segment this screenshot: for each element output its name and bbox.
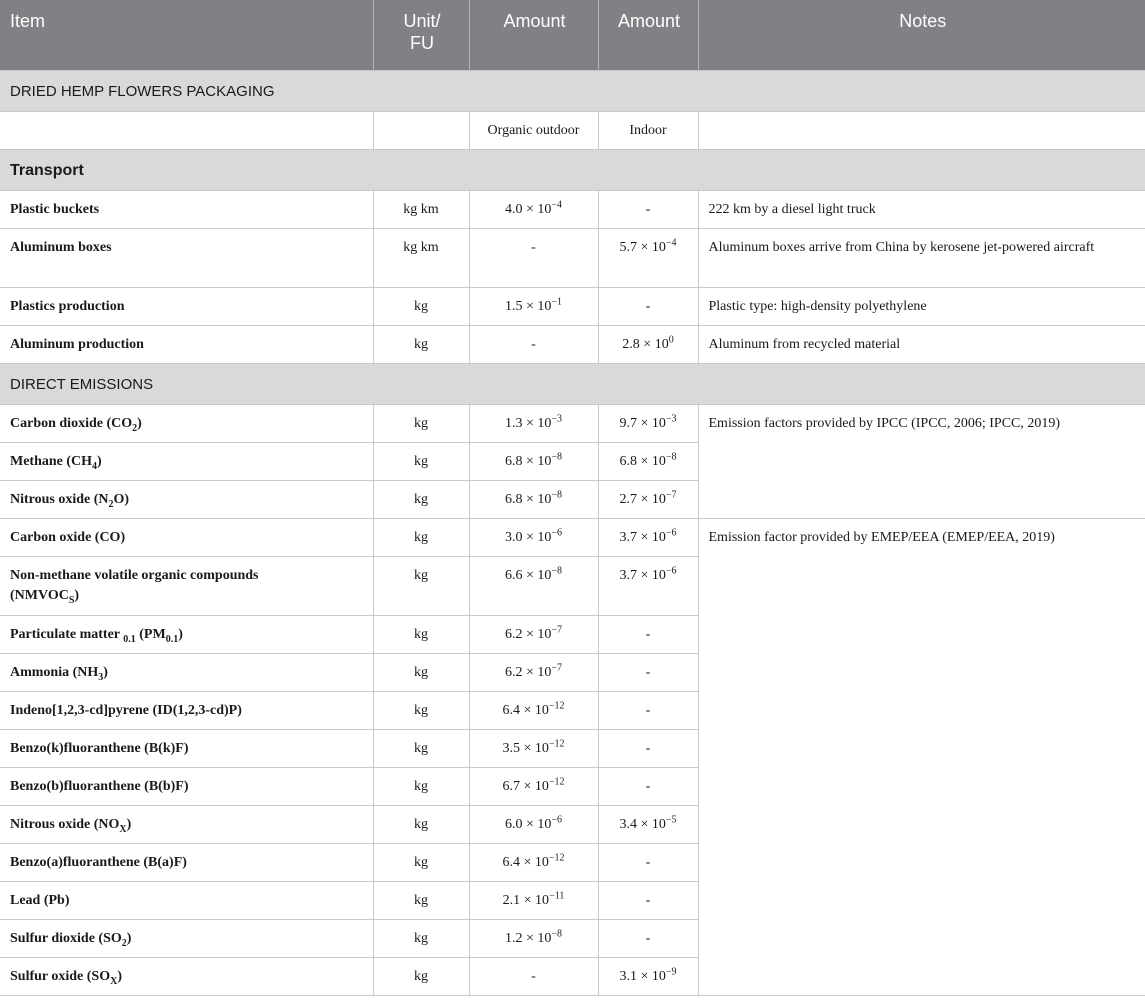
unit-cell: kg km — [373, 190, 469, 228]
header-item: Item — [0, 0, 373, 70]
table-row — [0, 287, 1145, 325]
section-row-transport — [0, 149, 1145, 190]
header-unit-line1: Unit/ — [403, 11, 441, 31]
header-notes: Notes — [698, 0, 1145, 70]
item-cell: Lead (Pb) — [0, 881, 373, 919]
header-unit-line2: FU — [410, 33, 434, 53]
amount-organic-cell: $6.4 \times 10^{-12}$ — [469, 843, 598, 881]
amount-organic-cell: $6.2 \times 10^{-7}$ — [469, 653, 598, 691]
amount-indoor-cell: - — [598, 843, 698, 881]
amount-indoor-cell: - — [598, 767, 698, 805]
subheader-indoor: Indoor — [598, 111, 698, 149]
unit-cell: kg — [373, 653, 469, 691]
amount-indoor-cell: $3.4 \times 10^{-5}$ — [598, 805, 698, 843]
item-cell: Aluminum boxes — [0, 228, 373, 287]
table-header-row — [0, 0, 1145, 70]
table-row — [0, 404, 1145, 442]
unit-cell: kg — [373, 615, 469, 653]
item-cell: Nitrous oxide $(NO_X)$ — [0, 805, 373, 843]
amount-organic-cell: $6.0 \times 10^{-6}$ — [469, 805, 598, 843]
note-cell-ipcc: Emission factors provided by IPCC (IPCC, 2006; IPCC, 2019) — [698, 404, 1145, 518]
item-cell: Benzo(a)fluoranthene (B(a)F) — [0, 843, 373, 881]
item-cell: Plastics production — [0, 287, 373, 325]
subheader-organic: Organic outdoor — [469, 111, 598, 149]
item-cell: Ammonia $(NH_3)$ — [0, 653, 373, 691]
amount-organic-cell: $2.1 \times 10^{-11}$ — [469, 881, 598, 919]
amount-organic-cell: $1.3 \times 10^{-3}$ — [469, 404, 598, 442]
subheader-empty-2 — [373, 111, 469, 149]
header-amount-2: Amount — [598, 0, 698, 70]
amount-organic-cell: $1.2 \times 10^{-8}$ — [469, 919, 598, 957]
section-row-direct-emissions — [0, 363, 1145, 404]
section-row-packaging — [0, 70, 1145, 111]
item-cell: Nitrous oxide $(N_2O)$ — [0, 480, 373, 518]
unit-cell: kg — [373, 805, 469, 843]
unit-cell: kg — [373, 919, 469, 957]
amount-organic-cell: $3.5 \times 10^{-12}$ — [469, 729, 598, 767]
note-cell: Aluminum boxes arrive from China by kerosene jet-powered aircraft — [698, 228, 1145, 287]
item-cell: Methane $(CH_4)$ — [0, 442, 373, 480]
amount-organic-cell: $6.8 \times 10^{-8}$ — [469, 480, 598, 518]
amount-indoor-cell: $3.7 \times 10^{-6}$ — [598, 556, 698, 615]
amount-indoor-cell: $2.7 \times 10^{-7}$ — [598, 480, 698, 518]
item-cell: Aluminum production — [0, 325, 373, 363]
section-title-direct-emissions: DIRECT EMISSIONS — [0, 363, 1145, 404]
item-cell: Plastic buckets — [0, 190, 373, 228]
section-title-transport: Transport — [0, 149, 1145, 190]
amount-organic-cell: $3.0 \times 10^{-6}$ — [469, 518, 598, 556]
unit-cell: kg — [373, 957, 469, 995]
unit-cell: kg — [373, 287, 469, 325]
amount-indoor-cell: - — [598, 729, 698, 767]
amount-organic-cell: - — [469, 228, 598, 287]
unit-cell: kg — [373, 442, 469, 480]
amount-organic-cell: - — [469, 325, 598, 363]
note-cell: Aluminum from recycled material — [698, 325, 1145, 363]
item-cell: Indeno[1,2,3-cd]pyrene (ID(1,2,3-cd)P) — [0, 691, 373, 729]
item-cell: Non-methane volatile organic compounds $(NMVOC_S)$ — [0, 556, 373, 615]
unit-cell: kg — [373, 404, 469, 442]
table-row — [0, 228, 1145, 287]
amount-indoor-cell: - — [598, 881, 698, 919]
amount-organic-cell: $6.6 \times 10^{-8}$ — [469, 556, 598, 615]
amount-organic-cell: $6.2 \times 10^{-7}$ — [469, 615, 598, 653]
unit-cell: kg — [373, 518, 469, 556]
note-cell-emep: Emission factor provided by EMEP/EEA (EMEP/EEA, 2019) — [698, 518, 1145, 995]
amount-indoor-cell: $6.8 \times 10^{-8}$ — [598, 442, 698, 480]
item-cell: Particulate matter $_{0.1}$ $(PM_{0.1})$ — [0, 615, 373, 653]
item-cell: Sulfur dioxide $(SO_2)$ — [0, 919, 373, 957]
header-unit — [373, 0, 469, 70]
item-cell: Sulfur oxide $(SO_X)$ — [0, 957, 373, 995]
amount-indoor-cell: - — [598, 919, 698, 957]
amount-indoor-cell: $5.7 \times 10^{-4}$ — [598, 228, 698, 287]
table-row — [0, 518, 1145, 556]
amount-indoor-cell: - — [598, 691, 698, 729]
item-cell: Benzo(k)fluoranthene (B(k)F) — [0, 729, 373, 767]
amount-organic-cell: - — [469, 957, 598, 995]
amount-organic-cell: $4.0 \times 10^{-4}$ — [469, 190, 598, 228]
note-cell: 222 km by a diesel light truck — [698, 190, 1145, 228]
header-amount-1: Amount — [469, 0, 598, 70]
unit-cell: kg — [373, 480, 469, 518]
amount-organic-cell: $6.7 \times 10^{-12}$ — [469, 767, 598, 805]
item-cell: Carbon oxide (CO) — [0, 518, 373, 556]
amount-indoor-cell: $2.8 \times 10^0$ — [598, 325, 698, 363]
unit-cell: kg km — [373, 228, 469, 287]
amount-indoor-cell: - — [598, 615, 698, 653]
item-cell: Benzo(b)fluoranthene (B(b)F) — [0, 767, 373, 805]
amount-indoor-cell: $3.7 \times 10^{-6}$ — [598, 518, 698, 556]
amount-organic-cell: $6.8 \times 10^{-8}$ — [469, 442, 598, 480]
table-row — [0, 190, 1145, 228]
unit-cell: kg — [373, 556, 469, 615]
unit-cell: kg — [373, 691, 469, 729]
unit-cell: kg — [373, 729, 469, 767]
subheader-empty-3 — [698, 111, 1145, 149]
subheader-empty-1 — [0, 111, 373, 149]
amount-indoor-cell: - — [598, 653, 698, 691]
unit-cell: kg — [373, 325, 469, 363]
amount-indoor-cell: $3.1 \times 10^{-9}$ — [598, 957, 698, 995]
item-cell: Carbon dioxide $(CO_2)$ — [0, 404, 373, 442]
amount-indoor-cell: $9.7 \times 10^{-3}$ — [598, 404, 698, 442]
section-title-packaging: DRIED HEMP FLOWERS PACKAGING — [0, 70, 1145, 111]
subheader-row — [0, 111, 1145, 149]
amount-indoor-cell: - — [598, 190, 698, 228]
unit-cell: kg — [373, 767, 469, 805]
amount-organic-cell: $6.4 \times 10^{-12}$ — [469, 691, 598, 729]
unit-cell: kg — [373, 843, 469, 881]
unit-cell: kg — [373, 881, 469, 919]
amount-organic-cell: $1.5 \times 10^{-1}$ — [469, 287, 598, 325]
table-row — [0, 325, 1145, 363]
note-cell: Plastic type: high-density polyethylene — [698, 287, 1145, 325]
amount-indoor-cell: - — [598, 287, 698, 325]
